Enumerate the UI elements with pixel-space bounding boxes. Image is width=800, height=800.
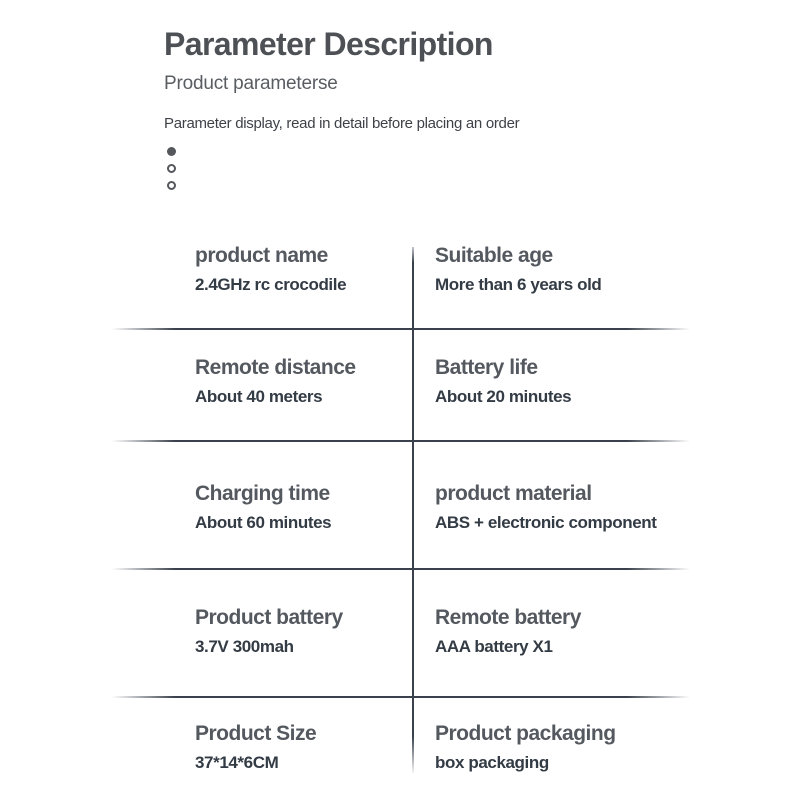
param-cell [195,606,410,657]
page-title: Parameter Description [164,26,493,62]
param-label: Suitable age [435,244,553,267]
param-value: About 20 minutes [435,387,572,406]
dot-inactive-icon [167,164,176,173]
param-label: Product battery [195,606,343,629]
param-value: 2.4GHz rc crocodile [195,275,347,294]
param-value: ABS + electronic component [435,513,657,532]
row-divider [112,440,690,442]
table-vertical-divider [412,247,414,773]
param-cell [195,482,410,533]
param-label: Charging time [195,482,330,505]
param-cell [435,244,650,295]
notice-text: Parameter display, read in detail before placing an order [164,115,520,132]
row-divider [112,328,690,330]
row-divider [112,696,690,698]
param-cell [195,722,410,773]
param-cell [195,356,410,407]
param-label: Battery life [435,356,538,379]
param-label: Remote distance [195,356,356,379]
param-value: 3.7V 300mah [195,637,294,656]
page-subtitle: Product parameterse [164,73,338,94]
param-label: Remote battery [435,606,581,629]
param-label: Product Size [195,722,317,745]
param-value: AAA battery X1 [435,637,553,656]
param-value: box packaging [435,753,549,772]
param-value: 37*14*6CM [195,753,279,772]
param-value: About 60 minutes [195,513,332,532]
param-cell [435,722,650,773]
param-cell [435,356,650,407]
param-cell [435,606,650,657]
param-label: product name [195,244,328,267]
dot-inactive-icon [167,181,176,190]
param-value: About 40 meters [195,387,323,406]
param-label: product material [435,482,592,505]
param-value: More than 6 years old [435,275,602,294]
carousel-dots [167,147,176,190]
dot-active-icon [167,147,176,156]
param-cell [435,482,657,533]
param-label: Product packaging [435,722,616,745]
row-divider [112,568,690,570]
param-cell [195,244,410,295]
